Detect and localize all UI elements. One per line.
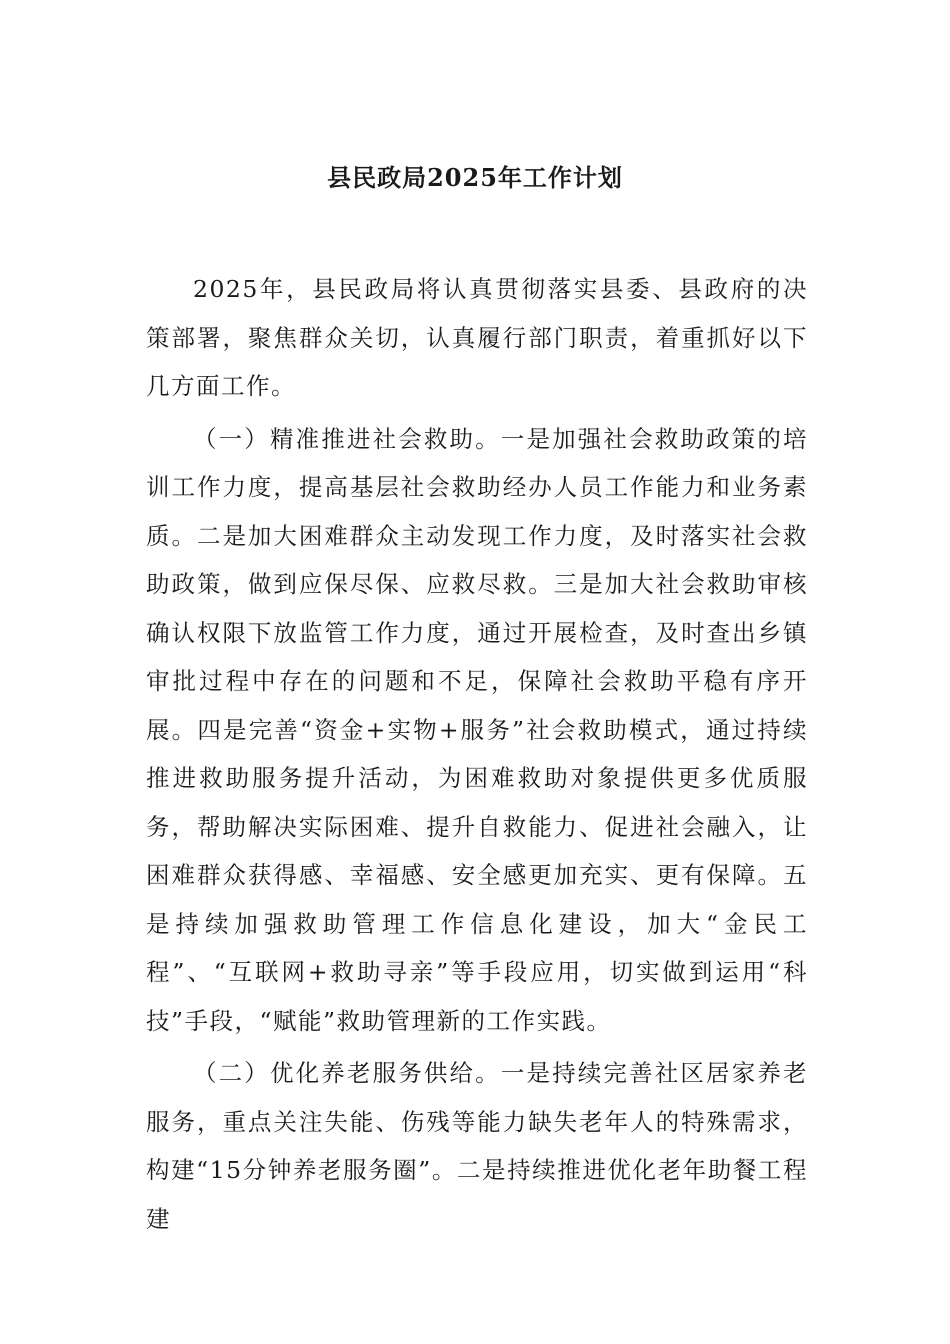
paragraph-elderly-care: （二）优化养老服务供给。一是持续完善社区居家养老服务，重点关注失能、伤残等能力缺失老年人的特殊需求，构建“15分钟养老服务圈”。二是持续推进优化老年助餐工程建 xyxy=(146,1059,808,1233)
paragraph-social-assistance: （一）精准推进社会救助。一是加强社会救助政策的培训工作力度，提高基层社会救助经办人员工作能力和业务素质。二是加大困难群众主动发现工作力度，及时落实社会救助政策，做到应保尽保、应救尽救。三是加大社会救助审核确认权限下放监管工作力度，通过开展检查，及时查出乡镇审批过程中存在的问题和不足，保障社会救助平稳有序开展。四是完善“资金+实物+服务”社会救助模式，通过持续推进救助服务提升活动，为困难救助对象提供更多优质服务，帮助解决实际困难、提升自救能力、促进社会融入，让困难群众获得感、幸福感、安全感更加充实、更有保障。五是持续加强救助管理工作信息化建设，加大“金民工程”、“互联网+救助寻亲”等手段应用，切实做到运用“科技”手段，“赋能”救助管理新的工作实践。 xyxy=(146,424,808,1035)
document-title: 县民政局2025年工作计划 xyxy=(327,163,623,192)
document-body xyxy=(146,265,808,1247)
paragraph-intro: 2025年，县民政局将认真贯彻落实县委、县政府的决策部署，聚焦群众关切，认真履行部门职责，着重抓好以下几方面工作。 xyxy=(146,275,808,400)
